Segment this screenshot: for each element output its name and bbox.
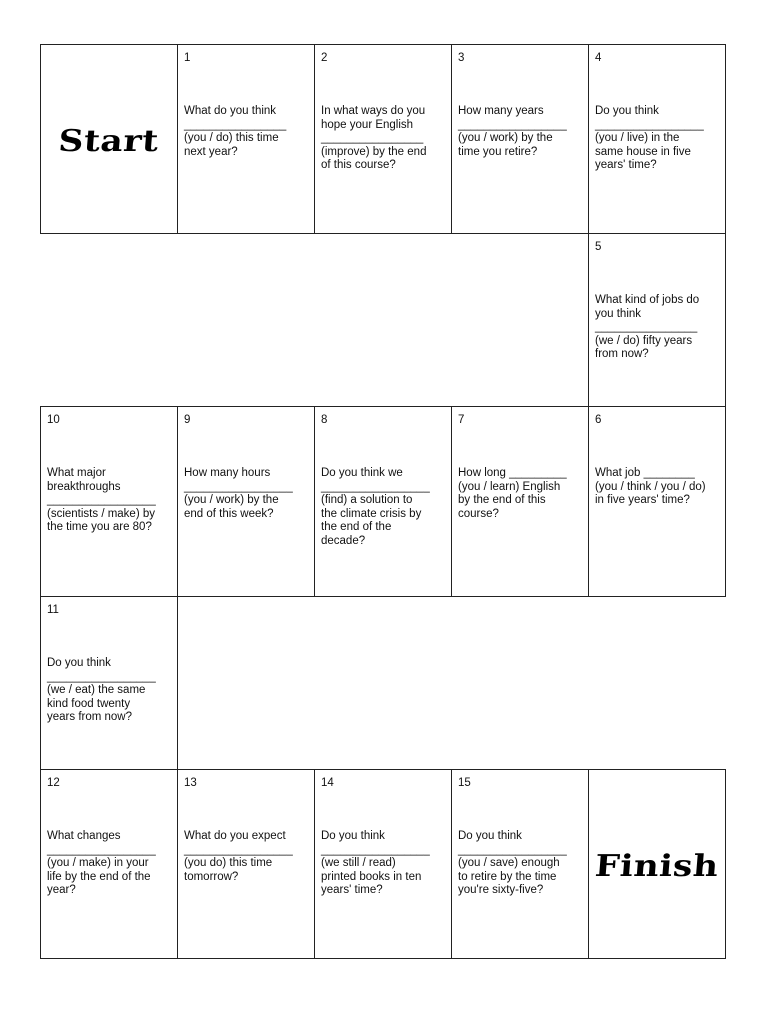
square-12: [40, 769, 178, 959]
square-number: 9: [184, 414, 191, 426]
square-number: 13: [184, 777, 197, 789]
square-3: [451, 44, 589, 234]
square-question: What do you expect _________________ (you do) this time tomorrow?: [184, 830, 293, 883]
square-number: 8: [321, 414, 328, 426]
square-7: [451, 406, 589, 597]
square-question: Do you think _________________ (you / save) enough to retire by the time you're sixty-five?: [458, 830, 567, 897]
square-question: What changes _________________ (you / make) in your life by the end of the year?: [47, 830, 156, 897]
square-4: [588, 44, 726, 234]
square-number: 12: [47, 777, 60, 789]
square-number: 4: [595, 52, 602, 64]
square-question: In what ways do you hope your English ________________ (improve) by the end of this course?: [321, 105, 427, 172]
square-number: 6: [595, 414, 602, 426]
square-9: [177, 406, 315, 597]
square-question: How long _________ (you / learn) English by the end of this course?: [458, 467, 567, 520]
square-number: 7: [458, 414, 465, 426]
square-number: 14: [321, 777, 334, 789]
square-question: What kind of jobs do you think ________________ (we / do) fifty years from now?: [595, 294, 700, 361]
square-number: 15: [458, 777, 471, 789]
square-question: Do you think _________________ (we / eat) the same kind food twenty years from now?: [47, 657, 156, 724]
square-14: [314, 769, 452, 959]
square-2: [314, 44, 452, 234]
square-question: Do you think _________________ (we still / read) printed books in ten years' time?: [321, 830, 430, 897]
square-15: [451, 769, 589, 959]
square-number: 10: [47, 414, 60, 426]
finish-square: [588, 769, 726, 959]
square-question: What job ________ (you / think / you / do) in five years' time?: [595, 467, 706, 507]
start-label: Start: [57, 124, 161, 160]
square-1: [177, 44, 315, 234]
square-question: Do you think _________________ (you / live) in the same house in five years' time?: [595, 105, 704, 172]
square-question: Do you think we _________________ (find) a solution to the climate crisis by the end of the decade?: [321, 467, 430, 547]
square-8: [314, 406, 452, 597]
square-6: [588, 406, 726, 597]
square-10: [40, 406, 178, 597]
square-number: 2: [321, 52, 328, 64]
square-question: What major breakthroughs _________________ (scientists / make) by the time you are 80?: [47, 467, 156, 534]
square-number: 5: [595, 241, 602, 253]
square-question: How many hours _________________ (you / work) by the end of this week?: [184, 467, 293, 520]
square-13: [177, 769, 315, 959]
square-question: What do you think ________________ (you / do) this time next year?: [184, 105, 287, 158]
start-square: [40, 44, 178, 234]
square-5: [588, 233, 726, 407]
square-question: How many years _________________ (you / work) by the time you retire?: [458, 105, 567, 158]
square-number: 3: [458, 52, 465, 64]
square-number: 11: [47, 604, 59, 616]
finish-label: Finish: [593, 849, 721, 885]
square-11: [40, 596, 178, 770]
square-number: 1: [184, 52, 191, 64]
